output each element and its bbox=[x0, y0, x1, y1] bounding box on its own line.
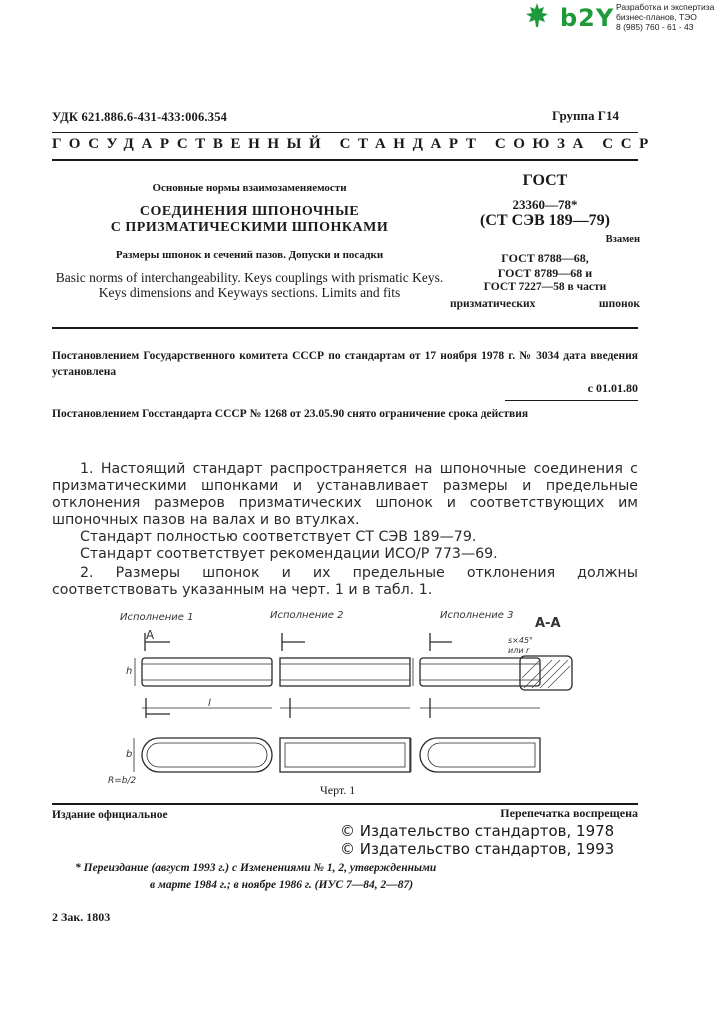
official-edition-label: Издание официальное bbox=[52, 809, 168, 821]
paragraph-compliance-sev: Стандарт полностью соответствует СТ СЭВ 189—79. bbox=[80, 529, 477, 545]
copyright-1978: © Издательство стандартов, 1978 bbox=[340, 822, 615, 840]
section-aa bbox=[520, 656, 572, 690]
key-1-side-view bbox=[142, 658, 272, 686]
watermark-brand: b2Y bbox=[560, 4, 615, 32]
watermark-line-2: бизнес-планов, ТЭО bbox=[616, 12, 697, 22]
replaced-standard-2: ГОСТ 8789—68 и bbox=[497, 266, 593, 280]
key-drawing bbox=[90, 606, 610, 806]
execution-2-label: Исполнение 2 bbox=[270, 610, 344, 621]
gost-number: 23360—78* bbox=[512, 197, 578, 212]
maple-leaf-logo-icon bbox=[524, 2, 550, 28]
decree-introduction: Постановлением Государственного комитета СССР по стандартам от 17 ноября 1978 г. № 3034 дата введения установлена bbox=[52, 350, 638, 378]
header-rule-top bbox=[52, 132, 638, 133]
replace-label: Взамен bbox=[605, 234, 640, 245]
chamfer-label: s×45° bbox=[508, 636, 534, 645]
subtitle-russian: Размеры шпонок и сечений пазов. Допуски и посадки bbox=[115, 249, 384, 261]
title-block-rule bbox=[52, 327, 638, 329]
decree-term-removal: Постановлением Госстандарта СССР № 1268 от 23.05.90 снято ограничение срока действия bbox=[52, 408, 529, 420]
figure-caption: Черт. 1 bbox=[320, 783, 356, 797]
document-title-line-1: СОЕДИНЕНИЯ ШПОНОЧНЫЕ bbox=[139, 204, 360, 219]
key-3-side-view bbox=[420, 658, 540, 686]
order-number: 2 Зак. 1803 bbox=[52, 910, 111, 924]
gost-label: ГОСТ bbox=[522, 172, 568, 189]
reprint-prohibited-label: Перепечатка воспрещена bbox=[500, 806, 638, 820]
replaced-standard-4: призматических шпонок bbox=[450, 298, 640, 310]
height-label: h bbox=[126, 666, 133, 677]
replaced-standard-3: ГОСТ 7227—58 в части bbox=[483, 281, 607, 293]
reissue-note-line-2: в марте 1984 г.; в ноябре 1986 г. (ИУС 7—84, 2—87) bbox=[150, 879, 414, 891]
introduction-date: с 01.01.80 bbox=[587, 381, 638, 395]
execution-3-label: Исполнение 3 bbox=[440, 610, 514, 621]
paragraph-compliance-iso: Стандарт соответствует рекомендации ИСО/Р 773—69. bbox=[80, 546, 498, 562]
paragraph-1: 1. Настоящий стандарт распространяется на шпоночные соединения с призматическими шпонками и устанавливает размеры и предельные отклонения размеров призматических шпонок и соответствующих им шпоночных пазов на валах и во втулках. bbox=[52, 461, 638, 528]
execution-1-label: Исполнение 1 bbox=[120, 612, 194, 623]
chamfer-alt-label: или r bbox=[508, 646, 530, 655]
watermark-line-3: 8 (985) 760 - 61 - 43 bbox=[616, 22, 694, 32]
date-rule bbox=[505, 400, 638, 401]
key-2-side-view bbox=[280, 658, 410, 686]
watermark-line-1: Разработка и экспертиза bbox=[616, 2, 715, 12]
replaced-standard-1: ГОСТ 8788—68, bbox=[501, 251, 589, 265]
basic-norms-label: Основные нормы взаимозаменяемости bbox=[152, 182, 347, 194]
subtitle-english: Basic norms of interchangeability. Keys couplings with prismatic Keys. Keys dimensions and Keyways sections. Limits and fits bbox=[55, 270, 444, 300]
udk-code: УДК 621.886.6-431-433:006.354 bbox=[52, 110, 228, 124]
radius-label: R=b/2 bbox=[108, 776, 137, 786]
header-rule-bottom bbox=[52, 159, 638, 161]
state-standard-heading: ГОСУДАРСТВЕННЫЙ СТАНДАРТ СОЮЗА ССР bbox=[52, 136, 656, 152]
length-label: l bbox=[208, 698, 211, 709]
section-label: А-А bbox=[535, 616, 561, 631]
paragraph-2: 2. Размеры шпонок и их предельные отклонения должны соответствовать указанным на черт. 1 и в табл. 1. bbox=[52, 565, 638, 598]
width-label: b bbox=[126, 749, 133, 760]
group-code: Группа Г14 bbox=[552, 108, 620, 123]
sev-number: (СТ СЭВ 189—79) bbox=[480, 212, 610, 229]
copyright-1993: © Издательство стандартов, 1993 bbox=[340, 840, 615, 858]
watermark-text bbox=[616, 2, 726, 32]
footer-rule bbox=[52, 803, 638, 805]
cut-label-a: А bbox=[146, 628, 155, 642]
document-title-line-2: С ПРИЗМАТИЧЕСКИМИ ШПОНКАМИ bbox=[110, 220, 389, 235]
reissue-note-line-1: * Переиздание (август 1993 г.) с Изменениями № 1, 2, утвержденными bbox=[75, 862, 437, 874]
